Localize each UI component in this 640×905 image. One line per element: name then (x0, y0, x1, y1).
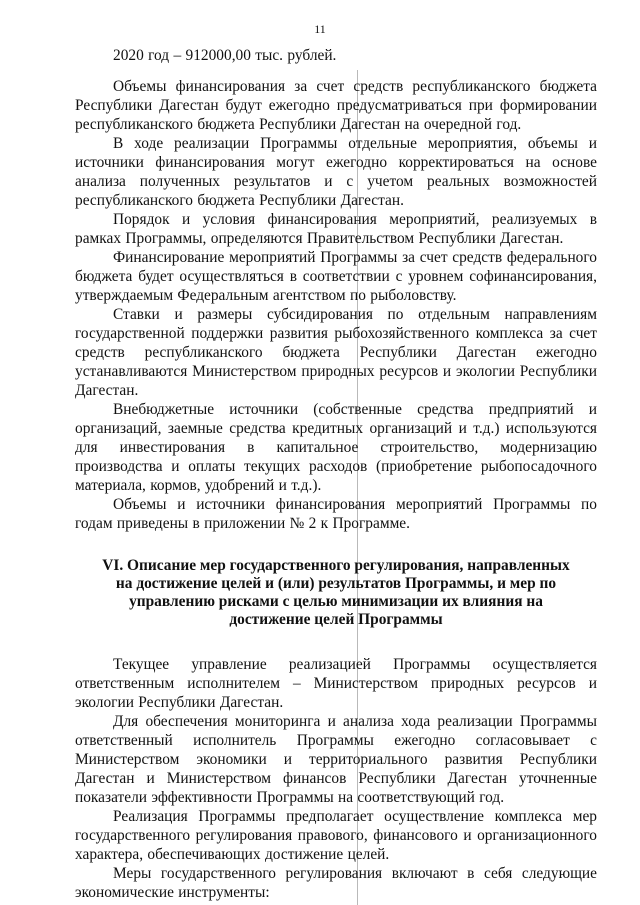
document-body (75, 46, 597, 902)
paragraph-federal-funding: Финансирование мероприятий Программы за счет средств федерального бюджета будет осуществляться в соответствии с уровнем софинансирования, утверждаемым Федеральным агентством по рыболовству. (75, 249, 597, 304)
paragraph-adjustment: В ходе реализации Программы отдельные мероприятия, объемы и источники финансирования могут ежегодно корректироваться на основе анализа полученных результатов и с учетом реальных возможностей республиканского бюджета Республики Дагестан. (75, 135, 597, 209)
paragraph-procedure: Порядок и условия финансирования мероприятий, реализуемых в рамках Программы, определяются Правительством Республики Дагестан. (75, 211, 597, 247)
paragraph-monitoring: Для обеспечения мониторинга и анализа хода реализации Программы ответственный исполнитель Программы ежегодно согласовывает с Министерством экономики и территориального развития Республики Дагестан и Министерством финансов Республики Дагестан уточненные показатели эффективности Программы на соответствующий год. (75, 713, 597, 806)
paragraph-funding-2020: 2020 год – 912000,00 тыс. рублей. (113, 47, 337, 64)
paragraph-current-management: Текущее управление реализацией Программы осуществляется ответственным исполнителем – Министерством природных ресурсов и экологии Республики Дагестан. (75, 656, 597, 711)
paragraph-subsidy-rates: Ставки и размеры субсидирования по отдельным направлениям государственной поддержки развития рыбохозяйственного комплекса за счет средств республиканского бюджета Республики Дагестан ежегодно устанавливаются Министерством природных ресурсов и экологии Республики Дагестан. (75, 306, 597, 399)
paragraph-regulation-measures: Меры государственного регулирования включают в себя следующие экономические инструменты: (75, 865, 597, 901)
paragraph-extrabudgetary: Внебюджетные источники (собственные средства предприятий и организаций, заемные средства кредитных организаций и т.д.) используются для инвестирования в капитальное строительство, модернизацию производства и оплаты текущих расходов (приобретение рыбопосадочного материала, кормов, удобрений и т.д.). (75, 401, 597, 494)
section-heading: VI. Описание мер государственного регулирования, направленных на достижение целей и (или) результатов Программы, и мер по управлению рисками с целью минимизации их влияния на достижение целей Программы (102, 557, 570, 628)
paragraph-implementation: Реализация Программы предполагает осуществление комплекса мер государственного регулирования правового, финансового и организационного характера, обеспечивающих достижение целей. (75, 808, 597, 863)
page-number: 11 (314, 22, 326, 36)
paragraph-republican-budget: Объемы финансирования за счет средств республиканского бюджета Республики Дагестан будут ежегодно предусматриваться при формировании республиканского бюджета Республики Дагестан на очередной год. (75, 78, 597, 133)
paragraph-appendix-reference: Объемы и источники финансирования мероприятий Программы по годам приведены в приложении № 2 к Программе. (75, 496, 597, 532)
